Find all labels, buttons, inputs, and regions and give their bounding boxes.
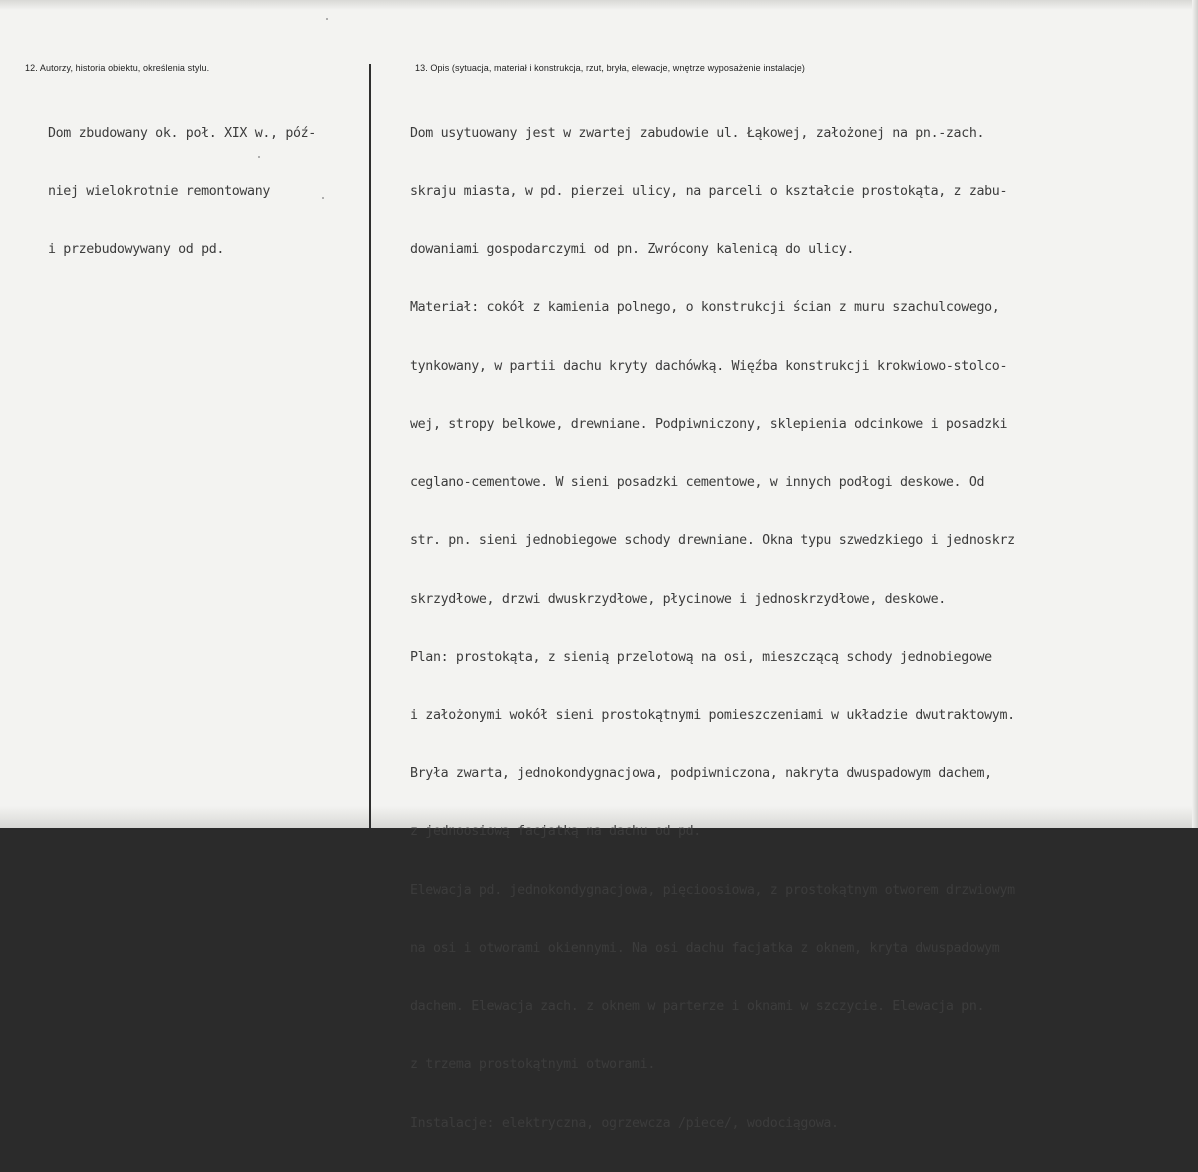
description-line: Bryła zwarta, jednokondygnacjowa, podpiwniczona, nakryta dwuspadowym dachem,: [410, 766, 992, 782]
description-line: skraju miasta, w pd. pierzei ulicy, na parceli o kształcie prostokąta, z zabu-: [410, 184, 1008, 200]
description-line: i założonymi wokół sieni prostokątnymi pomieszczeniami w układzie dwutraktowym.: [410, 708, 1015, 723]
scan-speck: [326, 18, 328, 20]
column-divider: [369, 64, 371, 828]
description-line: ceglano-cementowe. W sieni posadzki cementowe, w innych podłogi deskowe. Od: [410, 475, 985, 491]
description-line: Materiał: cokół z kamienia polnego, o konstrukcji ścian z muru szachulcowego,: [410, 300, 1000, 316]
scan-edge-right: [1192, 0, 1198, 828]
scan-edge-top: [0, 0, 1198, 10]
description-line: Instalacje: elektryczna, ogrzewcza /piece/, wodociągowa.: [410, 1115, 839, 1131]
description-line: str. pn. sieni jednobiegowe schody drewniane. Okna typu szwedzkiego i jednoskrz: [410, 533, 1015, 549]
description-line: Elewacja pd. jednokondygnacjowa, pięcioosiowa, z prostokątnym otworem drzwiowym: [410, 882, 1015, 898]
description-text: [410, 85, 1015, 1172]
scan-speck: [322, 197, 324, 199]
description-line: Dom usytuowany jest w zwartej zabudowie ul. Łąkowej, założonej na pn.-zach.: [410, 125, 985, 141]
description-line: na osi i otworami okiennymi. Na osi dachu facjatka z oknem, kryta dwuspadowym: [410, 940, 1000, 956]
description-line: dowaniami gospodarczymi od pn. Zwrócony kalenicą do ulicy.: [410, 242, 855, 258]
section-13-heading: 13. Opis (sytuacja, materiał i konstrukcja, rzut, bryła, elewacje, wnętrze wyposażenie instalacje): [415, 63, 805, 73]
description-line: skrzydłowe, drzwi dwuskrzydłowe, płycinowe i jednoskrzydłowe, deskowe.: [410, 591, 946, 607]
description-line: z trzema prostokątnymi otworami.: [410, 1057, 655, 1073]
description-line: Plan: prostokąta, z sienią przelotową na osi, mieszczącą schody jednobiegowe: [410, 649, 992, 665]
description-line: z jednoosiową facjatką na dachu od pd.: [410, 824, 701, 840]
description-line: tynkowany, w partii dachu kryty dachówką. Więźba konstrukcji krokwiowo-stolco-: [410, 358, 1008, 374]
description-line: wej, stropy belkowe, drewniane. Podpiwniczony, sklepienia odcinkowe i posadzki: [410, 416, 1008, 432]
history-text: [48, 85, 316, 298]
history-line: niej wielokrotnie remontowany: [48, 184, 271, 200]
section-12-heading: 12. Autorzy, historia obiektu, określenia stylu.: [25, 63, 210, 73]
history-line: Dom zbudowany ok. poł. XIX w., póź-: [48, 125, 316, 141]
description-line: dachem. Elewacja zach. z oknem w parterze i oknami w szczycie. Elewacja pn.: [410, 999, 985, 1015]
history-line: i przebudowywany od pd.: [48, 242, 225, 258]
